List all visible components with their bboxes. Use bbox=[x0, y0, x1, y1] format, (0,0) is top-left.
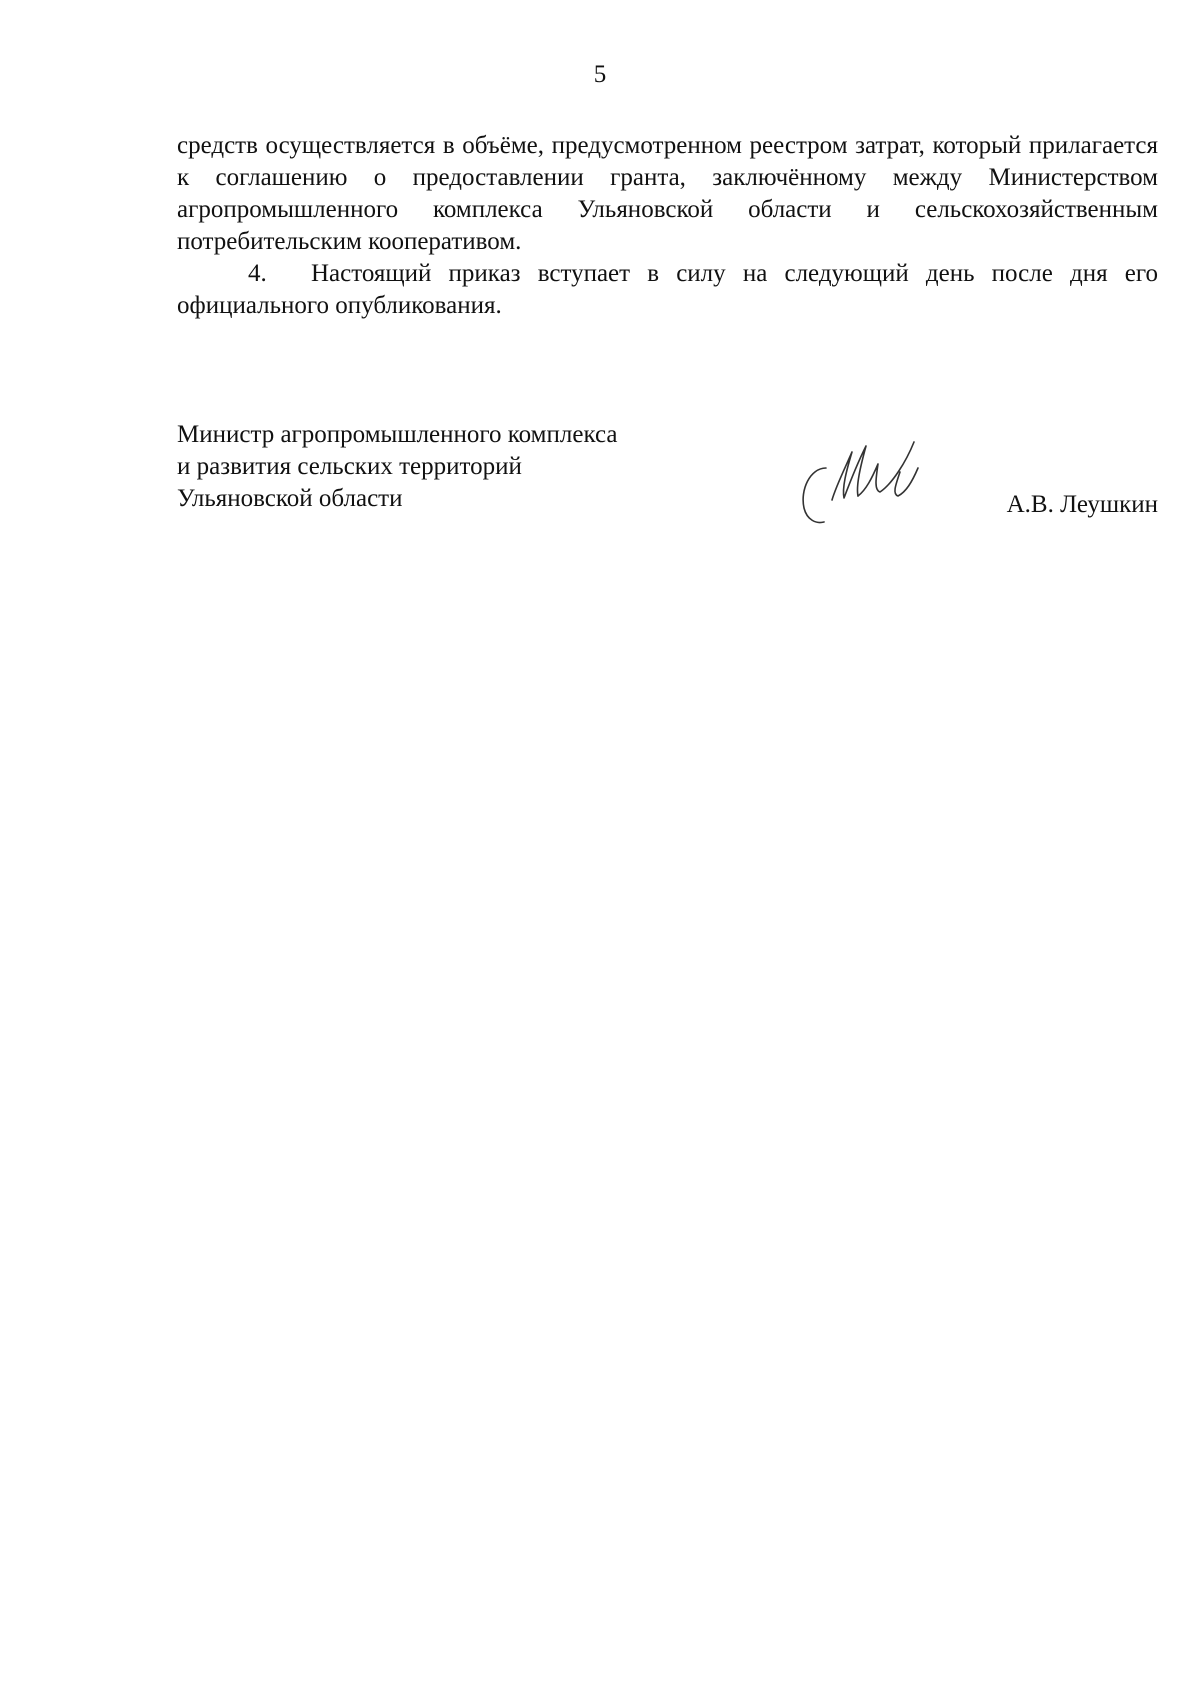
signer-name: А.В. Леушкин bbox=[1006, 491, 1158, 518]
signatory-title-line: Ульяновской области bbox=[177, 485, 403, 512]
handwritten-signature bbox=[796, 438, 936, 538]
signatory-title bbox=[177, 419, 617, 515]
signatory-title-line: и развития сельских территорий bbox=[177, 453, 522, 480]
item-4-number: 4. bbox=[248, 260, 267, 287]
page-number: 5 bbox=[593, 61, 607, 88]
item-4-paragraph bbox=[177, 258, 1158, 322]
continuation-paragraph: средств осуществляется в объёме, предусмотренном реестром затрат, который прилагается к соглашению о предоставлении гранта, заключённому между Министерством агропромышленного комплекса Ульяновской области и сельскохозяйственным потребительским кооперативом. bbox=[177, 132, 1158, 255]
signatory-title-line: Министр агропромышленного комплекса bbox=[177, 421, 618, 448]
item-4-text: Настоящий приказ вступает в силу на следующий день после дня его официального опубликования. bbox=[177, 260, 1158, 319]
